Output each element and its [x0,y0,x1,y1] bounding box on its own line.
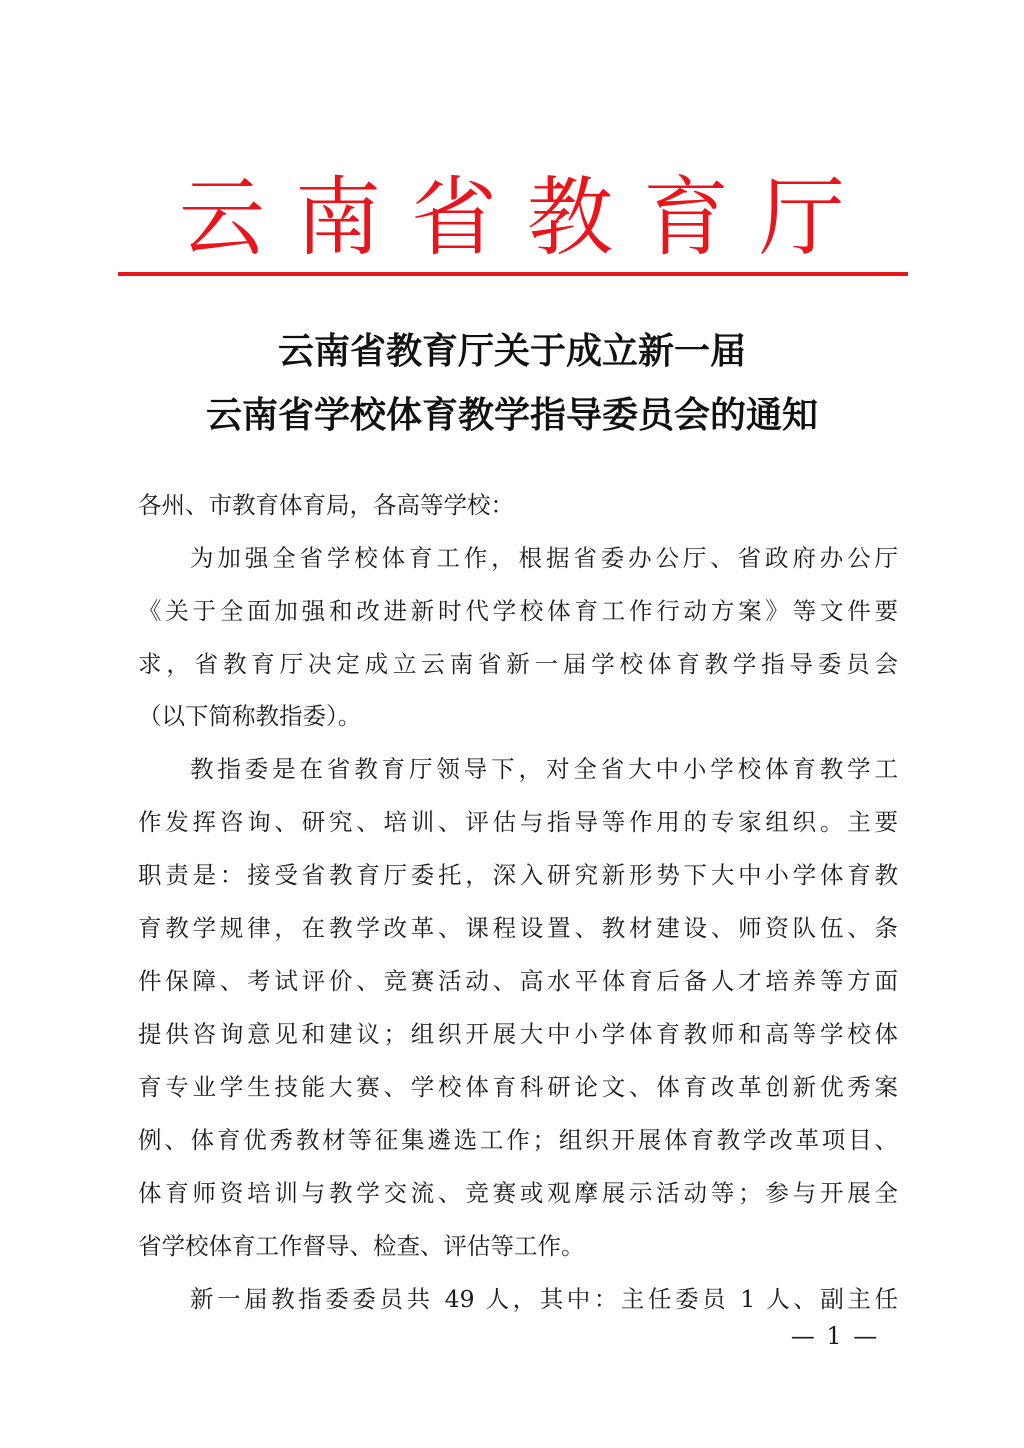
document-title-line-2: 云南省学校体育教学指导委员会的通知 [205,395,818,436]
paragraph-line: 提供咨询意见和建议；组织开展大中小学体育教师和高等学校体 [138,1020,898,1048]
paragraph-line: 求，省教育厅决定成立云南省新一届学校体育教学指导委员会 [138,650,898,678]
paragraph-line: 件保障、考试评价、竞赛活动、高水平体育后备人才培养等方面 [138,967,898,995]
paragraph-line: 职责是：接受省教育厅委托，深入研究新形势下大中小学体育教 [138,861,898,889]
masthead-org-name: 云南省教育厅 [179,168,875,268]
paragraph-line: 作发挥咨询、研究、培训、评估与指导等作用的专家组织。主要 [138,808,898,836]
paragraph-line: 育教学规律，在教学改革、课程设置、教材建设、师资队伍、条 [138,914,898,942]
paragraph-line: 为加强全省学校体育工作，根据省委办公厅、省政府办公厅 [190,544,898,572]
masthead-red-rule [118,272,908,276]
paragraph-line: 体育师资培训与教学交流、竞赛或观摩展示活动等；参与开展全 [138,1179,898,1207]
paragraph-line: 教指委是在省教育厅领导下，对全省大中小学校体育教学工 [190,755,898,783]
paragraph-line: 例、体育优秀教材等征集遴选工作；组织开展体育教学改革项目、 [138,1126,898,1154]
paragraph-line: 新一届教指委委员共 49 人，其中：主任委员 1 人、副主任 [190,1285,898,1313]
paragraph-line: 省学校体育工作督导、检查、评估等工作。 [138,1232,585,1260]
salutation: 各州、市教育体育局，各高等学校： [138,491,514,519]
page-number: — 1 — [790,1322,880,1350]
paragraph-line: 《关于全面加强和改进新时代学校体育工作行动方案》等文件要 [138,597,898,625]
paragraph-line: （以下简称教指委）。 [138,702,362,730]
paragraph-line: 育专业学生技能大赛、学校体育科研论文、体育改革创新优秀案 [138,1073,898,1101]
document-title-line-1: 云南省教育厅关于成立新一届 [277,331,746,372]
